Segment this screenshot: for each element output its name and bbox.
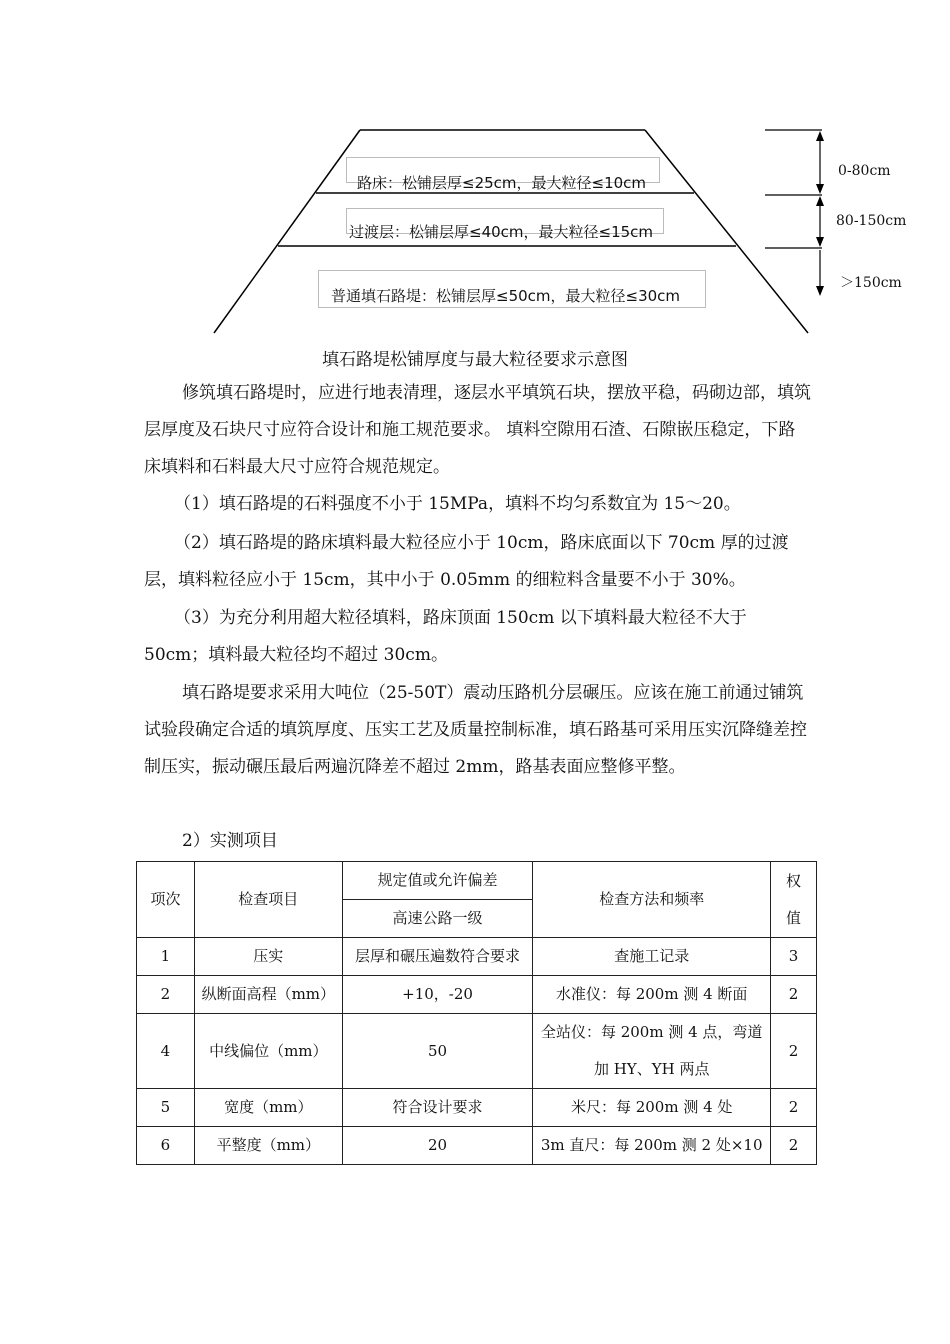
depth-label-2: 80-150cm (836, 213, 907, 229)
cell-method: 全站仪：每 200m 测 4 点，弯道加 HY、YH 两点 (533, 1014, 771, 1089)
section-heading-measured-items: 2）实测项目 (182, 831, 278, 851)
header-item: 检查项目 (194, 862, 342, 938)
cell-weight: 2 (770, 976, 816, 1014)
table-row (137, 1014, 817, 1089)
cell-no: 1 (137, 938, 195, 976)
cell-method: 米尺：每 200m 测 4 处 (533, 1089, 771, 1127)
table-row (137, 1127, 817, 1165)
cell-method: 水准仪：每 200m 测 4 断面 (533, 976, 771, 1014)
cell-weight: 2 (770, 1127, 816, 1165)
cell-spec: 50 (342, 1014, 533, 1089)
paragraph-item-1: （1）填石路堤的石料强度不小于 15MPa，填料不均匀系数宜为 15～20。 (174, 494, 741, 514)
depth-arrow-up-2 (816, 196, 824, 206)
cell-weight: 3 (770, 938, 816, 976)
cell-no: 4 (137, 1014, 195, 1089)
header-item-no: 项次 (137, 862, 195, 938)
cell-spec: 20 (342, 1127, 533, 1165)
cell-method: 3m 直尺：每 200m 测 2 处×10 (533, 1127, 771, 1165)
cell-spec: 符合设计要求 (342, 1089, 533, 1127)
depth-label-1: 0-80cm (838, 163, 891, 179)
layer-label-embankment: 普通填石路堤：松铺层厚≤50cm，最大粒径≤30cm (318, 270, 706, 308)
layer-label-subgrade: 路床：松铺层厚≤25cm，最大粒径≤10cm (346, 157, 660, 183)
layer-label-transition: 过渡层：松铺层厚≤40cm，最大粒径≤15cm (346, 208, 664, 234)
header-method: 检查方法和频率 (533, 862, 771, 938)
header-spec-sub: 高速公路一级 (342, 900, 533, 938)
table-header-row (137, 862, 817, 900)
depth-arrow-down-2 (816, 237, 824, 247)
header-weight: 权值 (770, 862, 816, 938)
cell-item: 压实 (194, 938, 342, 976)
table-row (137, 938, 817, 976)
cell-method: 查施工记录 (533, 938, 771, 976)
paragraph-construction: 修筑填石路堤时，应进行地表清理，逐层水平填筑石块，摆放平稳，码砌边部，填筑层厚度及石块尺寸应符合设计和施工规范要求。 填料空隙用石渣、石隙嵌压稳定，下路床填料和石料最大尺寸应符合规范规定。 (144, 383, 811, 477)
depth-arrow-down-3 (816, 286, 824, 296)
cell-item: 纵断面高程（mm） (194, 976, 342, 1014)
diagram-caption: 填石路堤松铺厚度与最大粒径要求示意图 (322, 350, 628, 370)
cell-no: 6 (137, 1127, 195, 1165)
header-spec: 规定值或允许偏差 (342, 862, 533, 900)
paragraph-compaction: 填石路堤要求采用大吨位（25-50T）震动压路机分层碾压。应该在施工前通过铺筑试验段确定合适的填筑厚度、压实工艺及质量控制标准，填石路基可采用压实沉降缝差控制压实，振动碾压最后两遍沉降差不超过 2mm，路基表面应整修平整。 (144, 683, 807, 777)
cell-weight: 2 (770, 1014, 816, 1089)
paragraph-item-2: （2）填石路堤的路床填料最大粒径应小于 10cm，路床底面以下 70cm 厚的过渡层，填料粒径应小于 15cm，其中小于 0.05mm 的细粒料含量要不小于 30%。 (144, 533, 789, 590)
cell-item: 中线偏位（mm） (194, 1014, 342, 1089)
table-row (137, 976, 817, 1014)
cell-item: 平整度（mm） (194, 1127, 342, 1165)
cell-no: 2 (137, 976, 195, 1014)
depth-arrow-down-1 (816, 184, 824, 194)
cell-no: 5 (137, 1089, 195, 1127)
cell-item: 宽度（mm） (194, 1089, 342, 1127)
paragraph-item-3: （3）为充分利用超大粒径填料，路床顶面 150cm 以下填料最大粒径不大于 50cm；填料最大粒径均不超过 30cm。 (144, 608, 747, 665)
inspection-table (136, 861, 817, 1165)
depth-label-3: ＞150cm (840, 275, 902, 291)
table-row (137, 1089, 817, 1127)
cell-spec: 层厚和碾压遍数符合要求 (342, 938, 533, 976)
cell-spec: +10，-20 (342, 976, 533, 1014)
depth-arrow-up-1 (816, 131, 824, 141)
cell-weight: 2 (770, 1089, 816, 1127)
